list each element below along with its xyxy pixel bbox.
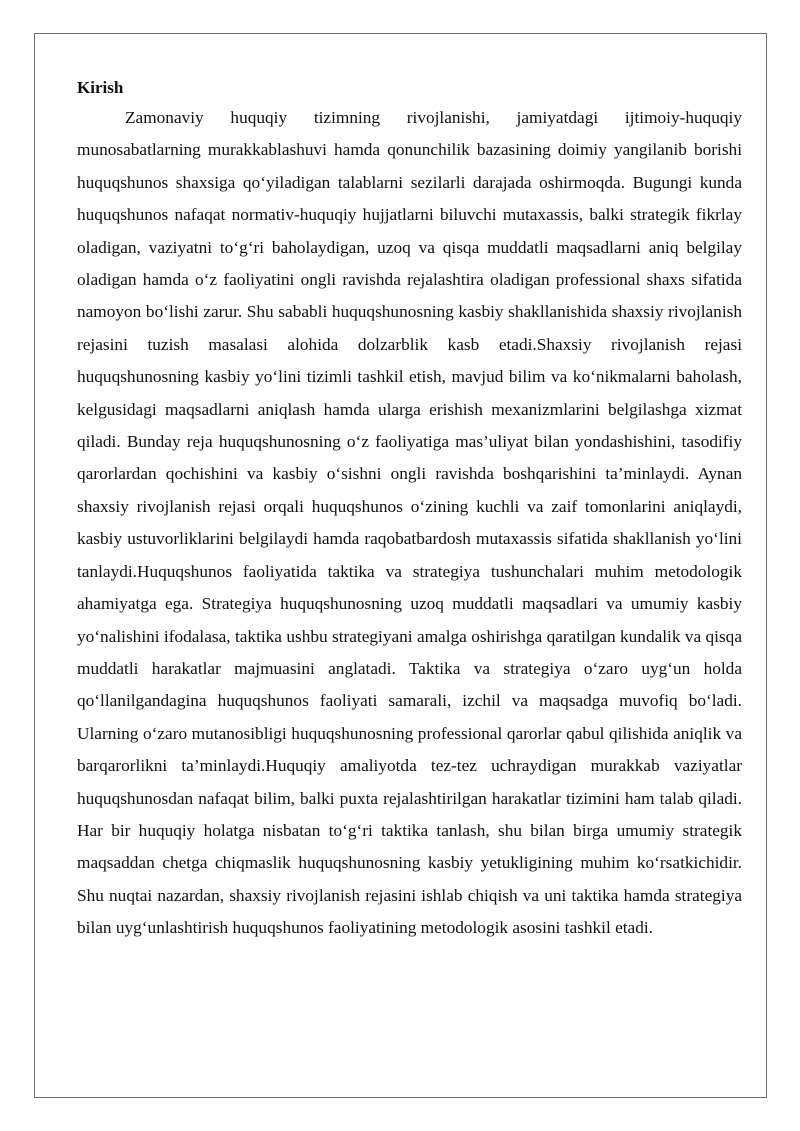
document-body: [77, 74, 742, 945]
section-heading: Kirish: [77, 78, 124, 97]
body-paragraph: Zamonaviy huquqiy tizimning rivojlanishi, jamiyatdagi ijtimoiy-huquqiy munosabatlarning murakkablashuvi hamda qonunchilik bazasining doimiy yangilanib borishi huquqshunos shaxsiga qo‘yiladigan talablarni sezilarli darajada oshirmoqda. Bugungi kunda huquqshunos nafaqat normativ-huquqiy hujjatlarni biluvchi mutaxassis, balki strategik fikrlay oladigan, vaziyatni to‘g‘ri baholaydigan, uzoq va qisqa muddatli maqsadlarni aniq belgilay oladigan hamda o‘z faoliyatini ongli ravishda rejalashtira oladigan professional shaxs sifatida namoyon bo‘lishi zarur. Shu sababli huquqshunosning kasbiy shakllanishida shaxsiy rivojlanish rejasini tuzish masalasi alohida dolzarblik kasb etadi.Shaxsiy rivojlanish rejasi huquqshunosning kasbiy yo‘lini tizimli tashkil etish, mavjud bilim va ko‘nikmalarni baholash, kelgusidagi maqsadlarni aniqlash hamda ularga erishish mexanizmlarini belgilashga xizmat qiladi. Bunday reja huquqshunosning o‘z faoliyatiga mas’uliyat bilan yondashishini, tasodifiy qarorlardan qochishini va kasbiy o‘sishni ongli ravishda boshqarishini ta’minlaydi. Aynan shaxsiy rivojlanish rejasi orqali huquqshunos o‘zining kuchli va zaif tomonlarini aniqlaydi, kasbiy ustuvorliklarini belgilaydi hamda raqobatbardosh mutaxassis sifatida shakllanish yo‘lini tanlaydi.Huquqshunos faoliyatida taktika va strategiya tushunchalari muhim metodologik ahamiyatga ega. Strategiya huquqshunosning uzoq muddatli maqsadlari va umumiy kasbiy yo‘nalishini ifodalasa, taktika ushbu strategiyani amalga oshirishga qaratilgan kundalik va qisqa muddatli harakatlar majmuasini anglatadi. Taktika va strategiya o‘zaro uyg‘un holda qo‘llanilgandagina huquqshunos faoliyati samarali, izchil va maqsadga muvofiq bo‘ladi. Ularning o‘zaro mutanosibligi huquqshunosning professional qarorlar qabul qilishida aniqlik va barqarorlikni ta’minlaydi.Huquqiy amaliyotda tez-tez uchraydigan murakkab vaziyatlar huquqshunosdan nafaqat bilim, balki puxta rejalashtirilgan harakatlar tizimini ham talab qiladi. Har bir huquqiy holatga nisbatan to‘g‘ri taktika tanlash, shu bilan birga umumiy strategik maqsaddan chetga chiqmaslik huquqshunosning kasbiy yetukligining muhim ko‘rsatkichidir. Shu nuqtai nazardan, shaxsiy rivojlanish rejasini ishlab chiqish va uni taktika hamda strategiya bilan uyg‘unlashtirish huquqshunos faoliyatining metodologik asosini tashkil etadi.: [77, 108, 742, 938]
